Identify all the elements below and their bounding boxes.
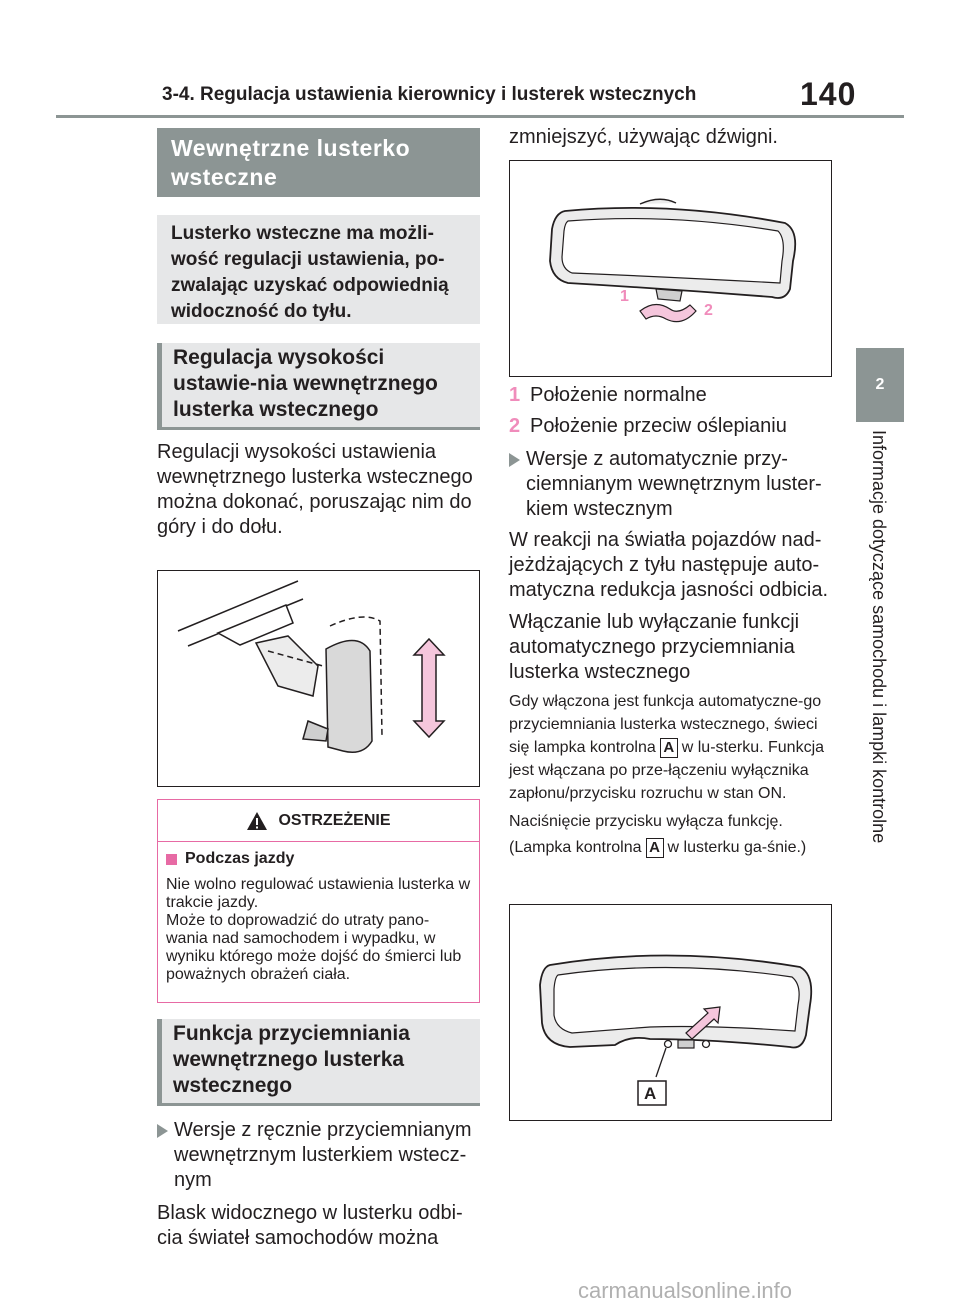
warning-title: OSTRZEŻENIE <box>278 811 391 829</box>
main-heading: Wewnętrzne lusterko wsteczne <box>157 128 480 197</box>
warning-subtitle-text: Podczas jazdy <box>185 850 295 867</box>
indicator-note-b: w lu-sterku. Funkcja jest włączana po prze-łączeniu wyłącznika zapłonu/przycisku rozruchu w stan ON. <box>509 739 825 802</box>
warning-box <box>157 799 480 1003</box>
manual-version-bullet <box>157 1118 480 1193</box>
button-note: Naciśnięcie przycisku wyłącza funkcję. <box>509 813 783 830</box>
section-title: 3-4. Regulacja ustawienia kierownicy i lusterek wstecznych <box>162 84 697 105</box>
intro-box: Lusterko wsteczne ma możli-wość regulacji ustawienia, po-zwalając uzyskać odpowiednią widoczność do tyłu. <box>157 215 480 324</box>
indicator-a-badge: A <box>646 838 664 858</box>
triangle-bullet-icon <box>509 453 520 467</box>
manual-text: Blask widocznego w lusterku odbi-cia świateł samochodów można <box>157 1202 463 1249</box>
mirror-height-illustration <box>158 571 478 785</box>
warning-body <box>158 842 479 994</box>
figure-label-2: 2 <box>704 302 713 319</box>
height-text: Regulacji wysokości ustawienia wewnętrznego lusterka wstecznego można dokonać, poruszając nim do góry i do dołu. <box>157 441 473 538</box>
chapter-tab <box>856 348 904 422</box>
warning-header <box>158 800 479 842</box>
lamp-off-note-b: w lusterku ga-śnie.) <box>667 839 807 856</box>
header-divider <box>56 115 904 118</box>
triangle-bullet-icon <box>157 1124 168 1138</box>
warning-text-1: Nie wolno regulować ustawienia lusterka w trakcie jazdy. <box>166 876 471 911</box>
auto-version-bullet <box>509 447 832 522</box>
warning-subtitle <box>166 850 471 868</box>
lamp-off-note <box>509 836 832 859</box>
toggle-text: Włączanie lub wyłączanie funkcji automatycznego przyciemniania lusterka wstecznego <box>509 611 800 683</box>
dimming-lever-figure <box>509 160 832 377</box>
lamp-off-note-a: (Lampka kontrolna <box>509 839 642 856</box>
page-number: 140 <box>800 76 857 112</box>
auto-dimming-figure <box>509 904 832 1121</box>
right-column <box>509 126 832 1103</box>
item-label: Położenie normalne <box>530 384 707 406</box>
auto-version-text: Wersje z automatycznie przy-ciemnianym wewnętrznym luster-kiem wstecznym <box>526 448 822 520</box>
list-item <box>509 383 832 408</box>
chapter-number: 2 <box>875 376 885 393</box>
manual-mirror-illustration <box>510 161 830 375</box>
list-item <box>509 414 832 439</box>
chapter-title: Informacje dotyczące samochodu i lampki kontrolne <box>869 430 889 844</box>
auto-text: W reakcji na światła pojazdów nad-jeżdżających z tyłu następuje auto-matyczna redukcja jasności odbicia. <box>509 529 829 601</box>
item-number: 2 <box>509 415 521 437</box>
item-label: Położenie przeciw oślepianiu <box>530 415 787 437</box>
auto-mirror-illustration <box>510 905 830 1119</box>
height-adjust-figure <box>157 570 480 787</box>
indicator-a-badge: A <box>660 738 678 758</box>
position-list <box>509 383 832 439</box>
pink-square-icon <box>166 854 177 865</box>
figure-label-a: A <box>644 1084 657 1103</box>
indicator-note-a: Gdy włączona jest funkcja automatyczne-go przyciemniania lusterka wstecznego, świeci się lampka kontrolna <box>509 693 822 756</box>
left-column <box>157 128 480 1251</box>
item-number: 1 <box>509 384 521 406</box>
warning-text-2: Może to doprowadzić do utraty pano-wania nad samochodem i wypadku, w wyniku którego może dojść do śmierci lub poważnych obrażeń ciała. <box>166 912 462 983</box>
height-heading: Regulacja wysokości ustawie-nia wewnętrznego lusterka wstecznego <box>157 343 480 430</box>
continued-text: zmniejszyć, używając dźwigni. <box>509 126 778 148</box>
indicator-note <box>509 690 832 805</box>
dimming-heading: Funkcja przyciemniania wewnętrznego lusterka wstecznego <box>157 1019 480 1106</box>
manual-version-text: Wersje z ręcznie przyciemnianym wewnętrznym lusterkiem wstecz-nym <box>174 1119 472 1191</box>
warning-icon <box>246 811 268 831</box>
figure-label-1: 1 <box>620 288 629 305</box>
watermark: carmanualsonline.info <box>578 1278 793 1303</box>
